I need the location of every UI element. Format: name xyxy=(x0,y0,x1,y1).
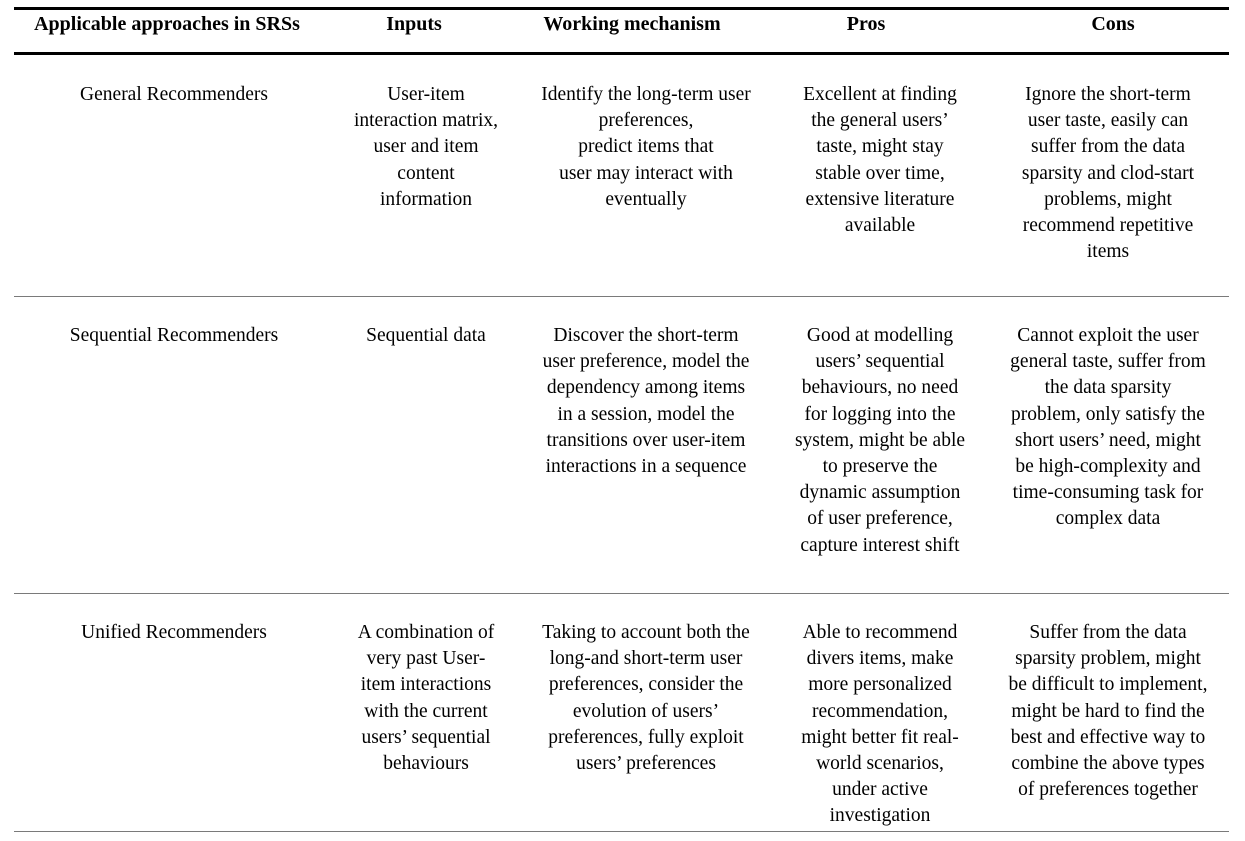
cell-text-line: Sequential data xyxy=(366,325,486,346)
mechanism-cell xyxy=(522,323,770,480)
cell-text-line: Cannot exploit the user xyxy=(1017,325,1199,346)
cell-text-line: recommendation, xyxy=(812,700,948,722)
cell-text-line: recommend repetitive xyxy=(1022,215,1194,237)
cell-text-line: complex data xyxy=(1055,508,1161,530)
cell-text-line: for logging into the xyxy=(804,403,956,425)
approach-cell xyxy=(14,323,334,349)
cell-text-line: General Recommenders xyxy=(80,84,268,105)
cell-text-line: behaviours, no need xyxy=(801,377,959,399)
cell-text-line: interactions in a sequence xyxy=(545,456,747,478)
cell-text-line: investigation xyxy=(829,805,931,827)
cell-text-line: Ignore the short-term xyxy=(1025,84,1191,105)
pros-cell xyxy=(782,620,978,830)
cell-text-line: of preferences together xyxy=(1018,779,1198,801)
inputs-cell xyxy=(336,323,516,349)
cell-text-line: problems, might xyxy=(1044,188,1172,210)
cell-text-line: time-consuming task for xyxy=(1012,482,1204,504)
cons-cell xyxy=(990,620,1226,803)
cell-text-line: Discover the short-term xyxy=(553,325,739,346)
header-cons: Cons xyxy=(1091,13,1135,35)
cell-text-line: sparsity problem, might xyxy=(1015,648,1201,670)
cell-text-line: content xyxy=(397,162,455,184)
cell-text-line: sparsity and clod-start xyxy=(1021,162,1195,184)
header-pros: Pros xyxy=(846,13,886,35)
cell-text-line: Able to recommend xyxy=(802,622,958,643)
cell-text-line: Taking to account both the xyxy=(542,622,750,643)
cell-text-line: Suffer from the data xyxy=(1029,622,1187,643)
header-working-mechanism: Working mechanism xyxy=(543,13,721,35)
approach-cell xyxy=(14,620,334,646)
cell-text-line: divers items, make xyxy=(806,648,954,670)
cell-text-line: User-item xyxy=(387,84,465,105)
pros-cell xyxy=(782,82,978,239)
cell-text-line: general taste, suffer from xyxy=(1010,351,1206,373)
table-bottom-rule xyxy=(14,831,1229,832)
cell-text-line: available xyxy=(844,215,916,237)
cell-text-line: taste, might stay xyxy=(816,136,944,158)
cell-text-line: to preserve the xyxy=(822,456,938,478)
cell-text-line: users’ sequential xyxy=(815,351,945,373)
cell-text-line: very past User- xyxy=(366,648,486,670)
cell-text-line: Sequential Recommenders xyxy=(69,325,279,346)
cell-text-line: users’ sequential xyxy=(361,726,491,748)
cell-text-line: system, might be able xyxy=(794,429,966,451)
cell-text-line: transitions over user-item xyxy=(546,429,746,451)
cell-text-line: Good at modelling xyxy=(806,325,954,346)
cell-text-line: long-and short-term user xyxy=(549,648,743,670)
cell-text-line: problem, only satisfy the xyxy=(1011,403,1205,425)
cell-text-line: preferences, consider the xyxy=(548,674,744,696)
cell-text-line: information xyxy=(379,188,473,210)
mechanism-cell xyxy=(522,82,770,213)
cell-text-line: under active xyxy=(832,779,928,801)
cell-text-line: might better fit real- xyxy=(801,726,959,748)
cell-text-line: of user preference, xyxy=(807,508,953,530)
cell-text-line: in a session, model the xyxy=(557,403,735,425)
cell-text-line: dynamic assumption xyxy=(799,482,961,504)
cell-text-line: evolution of users’ xyxy=(572,700,720,722)
cell-text-line: the general users’ xyxy=(811,110,949,132)
cell-text-line: be difficult to implement, xyxy=(1008,674,1208,696)
cell-text-line: user and item xyxy=(373,136,479,158)
cell-text-line: behaviours xyxy=(383,753,469,775)
cell-text-line: interaction matrix, xyxy=(353,110,499,132)
cell-text-line: user preference, model the xyxy=(542,351,750,373)
row-divider xyxy=(14,296,1229,297)
cell-text-line: dependency among items xyxy=(546,377,746,399)
cell-text-line: predict items that xyxy=(578,136,714,158)
cell-text-line: Identify the long-term user xyxy=(541,84,751,105)
cell-text-line: eventually xyxy=(605,188,687,210)
cell-text-line: capture interest shift xyxy=(800,534,960,556)
cell-text-line: be high-complexity and xyxy=(1015,456,1201,478)
cell-text-line: extensive literature xyxy=(805,188,955,210)
cell-text-line: suffer from the data xyxy=(1031,136,1185,158)
header-bottom-rule xyxy=(14,52,1229,55)
cell-text-line: more personalized xyxy=(808,674,952,696)
cell-text-line: preferences, xyxy=(598,110,694,132)
cell-text-line: Unified Recommenders xyxy=(81,622,267,643)
row-divider xyxy=(14,593,1229,594)
mechanism-cell xyxy=(522,620,770,777)
cell-text-line: stable over time, xyxy=(815,162,945,184)
cell-text-line: items xyxy=(1086,241,1130,263)
cell-text-line: combine the above types xyxy=(1011,753,1205,775)
cell-text-line: Excellent at finding xyxy=(803,84,957,105)
cell-text-line: with the current xyxy=(364,700,488,722)
approach-cell xyxy=(14,82,334,108)
cons-cell xyxy=(990,82,1226,265)
table-top-rule xyxy=(14,7,1229,10)
header-inputs: Inputs xyxy=(386,13,442,35)
header-approaches: Applicable approaches in SRSs xyxy=(34,13,300,35)
cell-text-line: A combination of xyxy=(357,622,495,643)
cons-cell xyxy=(990,323,1226,533)
cell-text-line: best and effective way to xyxy=(1010,726,1206,748)
pros-cell xyxy=(782,323,978,559)
cell-text-line: might be hard to find the xyxy=(1011,700,1205,722)
cell-text-line: preferences, fully exploit xyxy=(548,726,744,748)
inputs-cell xyxy=(336,620,516,777)
cell-text-line: world scenarios, xyxy=(816,753,944,775)
cell-text-line: users’ preferences xyxy=(576,753,716,775)
cell-text-line: user taste, easily can xyxy=(1027,110,1189,132)
cell-text-line: the data sparsity xyxy=(1044,377,1172,399)
cell-text-line: item interactions xyxy=(360,674,492,696)
cell-text-line: short users’ need, might xyxy=(1015,429,1201,451)
inputs-cell xyxy=(336,82,516,213)
cell-text-line: user may interact with xyxy=(559,162,733,184)
